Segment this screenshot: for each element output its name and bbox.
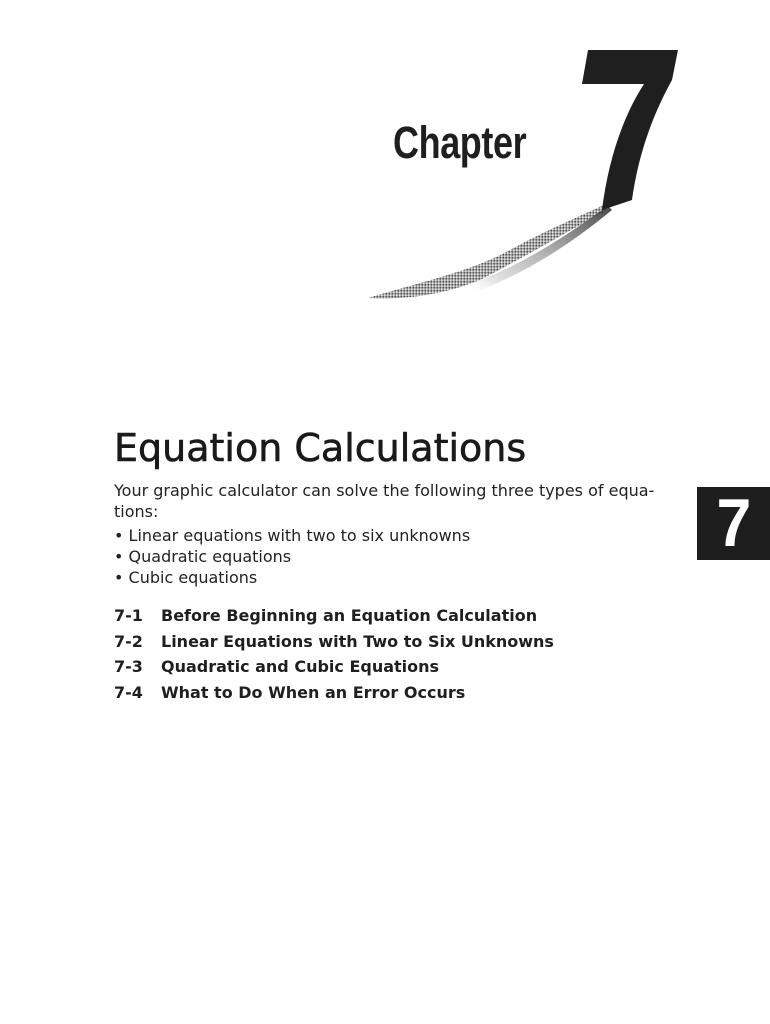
toc-number: 7-3 [114,657,143,676]
big-seven-shape [582,50,678,210]
chapter-label: Chapter [393,117,527,168]
side-tab-number: 7 [716,487,751,560]
chapter-number-graphic [360,44,690,306]
list-item: • Cubic equations [114,567,470,588]
intro-line-2: tions: [114,502,159,521]
toc-item[interactable] [114,629,554,655]
toc-title: What to Do When an Error Occurs [161,682,466,702]
toc-number: 7-1 [114,606,143,625]
toc-item[interactable] [114,603,554,629]
equation-types-list [114,525,470,588]
toc-title: Quadratic and Cubic Equations [161,657,440,676]
toc-number: 7-4 [114,682,143,702]
list-item: • Quadratic equations [114,546,470,567]
table-of-contents [114,603,554,705]
intro-paragraph [114,480,654,522]
toc-title: Linear Equations with Two to Six Unknowns [161,631,554,651]
toc-item[interactable] [114,680,554,706]
toc-title: Before Beginning an Equation Calculation [161,606,538,625]
chapter-side-tab [697,487,770,560]
list-item: • Linear equations with two to six unknowns [114,525,470,546]
toc-number: 7-2 [114,631,143,651]
page-title: Equation Calculations [114,426,527,470]
intro-line-1: Your graphic calculator can solve the following three types of equa- [114,481,655,500]
toc-item[interactable] [114,654,554,680]
